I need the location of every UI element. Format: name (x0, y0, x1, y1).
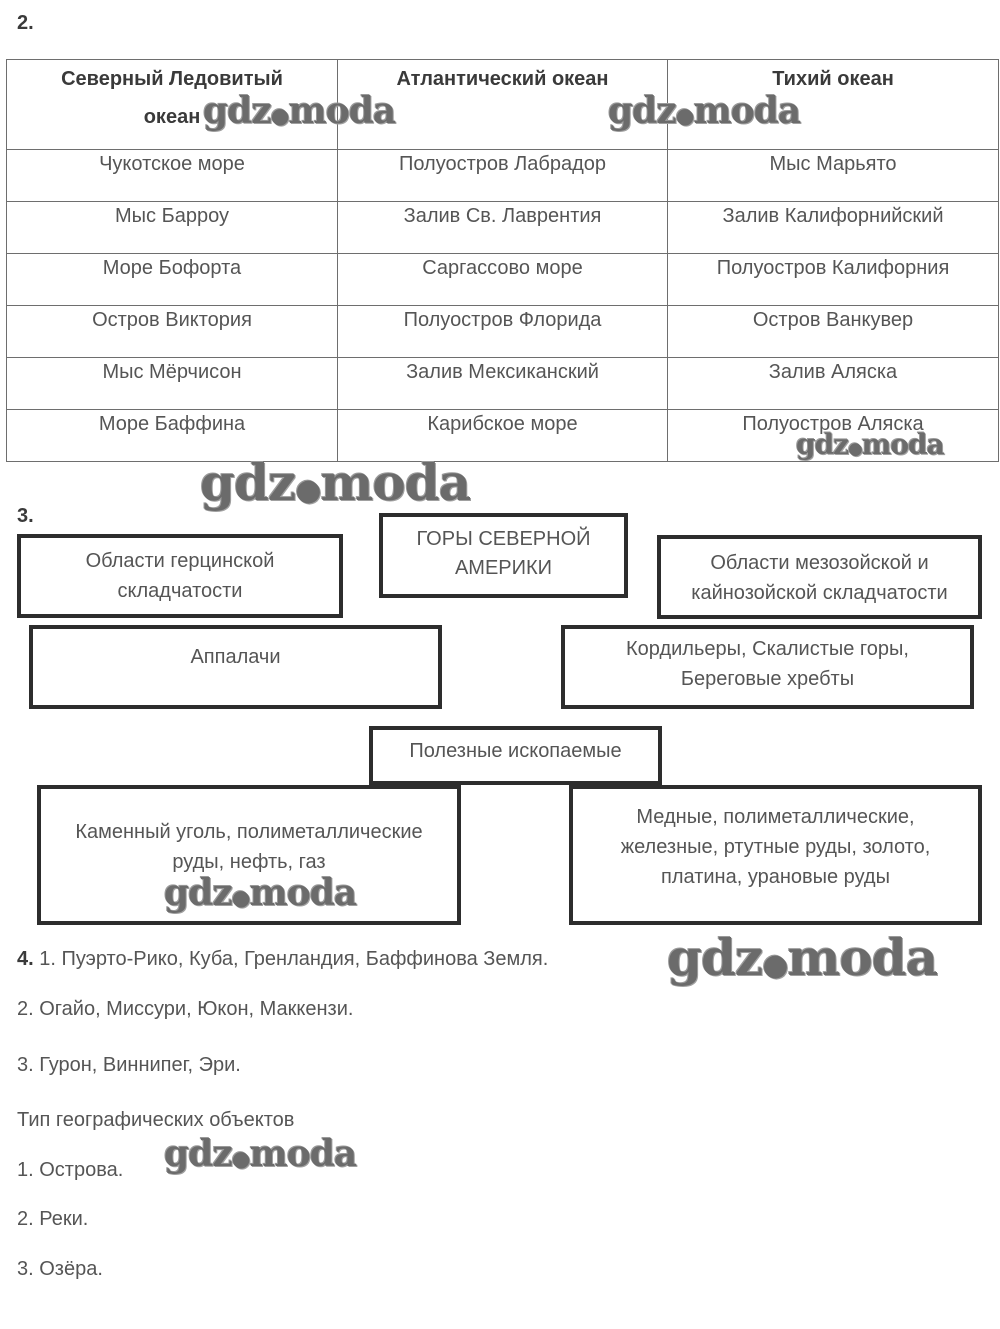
table-cell: Мыс Марьято (668, 150, 999, 202)
mountains-title-box (379, 513, 628, 598)
table-cell: Полуостров Калифорния (668, 254, 999, 306)
cordillera-label: Кордильеры, Скалистые горы, Береговые хребты (626, 638, 909, 690)
table-cell: Остров Ванкувер (668, 306, 999, 358)
table-row (7, 306, 999, 358)
hercynian-minerals-label: Каменный уголь, полиметаллические руды, нефть, газ (75, 821, 423, 873)
table-cell: Карибское море (338, 410, 668, 462)
mesozoic-cenozoic-folding-box (657, 535, 982, 619)
watermark-logo: gdz●moda (200, 453, 471, 512)
table-cell: Залив Аляска (668, 358, 999, 410)
hercynian-folding-label: Области герцинской складчатости (85, 550, 275, 602)
hercynian-folding-box (17, 534, 343, 618)
answer-line-3: 3. Гурон, Виннипег, Эри. (17, 1054, 241, 1076)
table-cell: Море Баффина (7, 410, 338, 462)
table-cell: Полуостров Флорида (338, 306, 668, 358)
cordillera-box (561, 625, 974, 709)
table-row (7, 254, 999, 306)
type-line-3: 3. Озёра. (17, 1258, 103, 1280)
section-2-number: 2. (17, 12, 34, 34)
type-line-2: 2. Реки. (17, 1208, 89, 1230)
answer-line-2: 2. Огайо, Миссури, Юкон, Маккензи. (17, 998, 354, 1020)
watermark-logo: gdz●moda (203, 90, 396, 132)
table-cell: Мыс Барроу (7, 202, 338, 254)
table-cell: Залив Мексиканский (338, 358, 668, 410)
table-cell: Море Бофорта (7, 254, 338, 306)
table-row (7, 358, 999, 410)
type-line-1: 1. Острова. (17, 1159, 124, 1181)
answer-line-1-text: 1. Пуэрто-Рико, Куба, Гренландия, Баффинова Земля. (39, 948, 549, 970)
watermark-logo: gdz●moda (796, 428, 944, 461)
watermark-logo: gdz●moda (667, 928, 938, 987)
appalachians-label: Аппалачи (190, 646, 281, 668)
watermark-logo: gdz●moda (164, 1133, 357, 1175)
mountains-title: ГОРЫ СЕВЕРНОЙ АМЕРИКИ (416, 528, 591, 579)
table-cell: Залив Св. Лаврентия (338, 202, 668, 254)
table-cell: Полуостров Лабрадор (338, 150, 668, 202)
table-row (7, 410, 999, 462)
table-cell: Остров Виктория (7, 306, 338, 358)
table-header-row (7, 60, 999, 150)
answer-line-1 (17, 948, 548, 971)
table-cell: Залив Калифорнийский (668, 202, 999, 254)
table-cell: Саргассово море (338, 254, 668, 306)
minerals-title-box (369, 726, 662, 785)
cordillera-minerals-label: Медные, полиметаллические, железные, ртутные руды, золото, платина, урановые руды (620, 806, 931, 888)
table-row (7, 150, 999, 202)
header-atlantic-ocean: Атлантический океан (338, 60, 668, 150)
mesozoic-cenozoic-folding-label: Области мезозойской и кайнозойской складчатости (691, 552, 948, 604)
section-3-number: 3. (17, 505, 34, 527)
minerals-title: Полезные ископаемые (409, 740, 622, 762)
table-cell: Чукотское море (7, 150, 338, 202)
header-pacific-ocean: Тихий океан (668, 60, 999, 150)
oceans-table (6, 59, 999, 462)
table-row (7, 202, 999, 254)
table-cell: Полуостров Аляска (668, 410, 999, 462)
watermark-logo: gdz●moda (608, 90, 801, 132)
appalachians-box (29, 625, 442, 709)
type-heading: Тип географических объектов (17, 1109, 295, 1131)
watermark-logo: gdz●moda (164, 872, 357, 914)
header-arctic-ocean: Северный Ледовитый океан (7, 60, 338, 150)
hercynian-minerals-box (37, 785, 461, 925)
section-4-number: 4. (17, 948, 34, 970)
cordillera-minerals-box (569, 785, 982, 925)
table-cell: Мыс Мёрчисон (7, 358, 338, 410)
